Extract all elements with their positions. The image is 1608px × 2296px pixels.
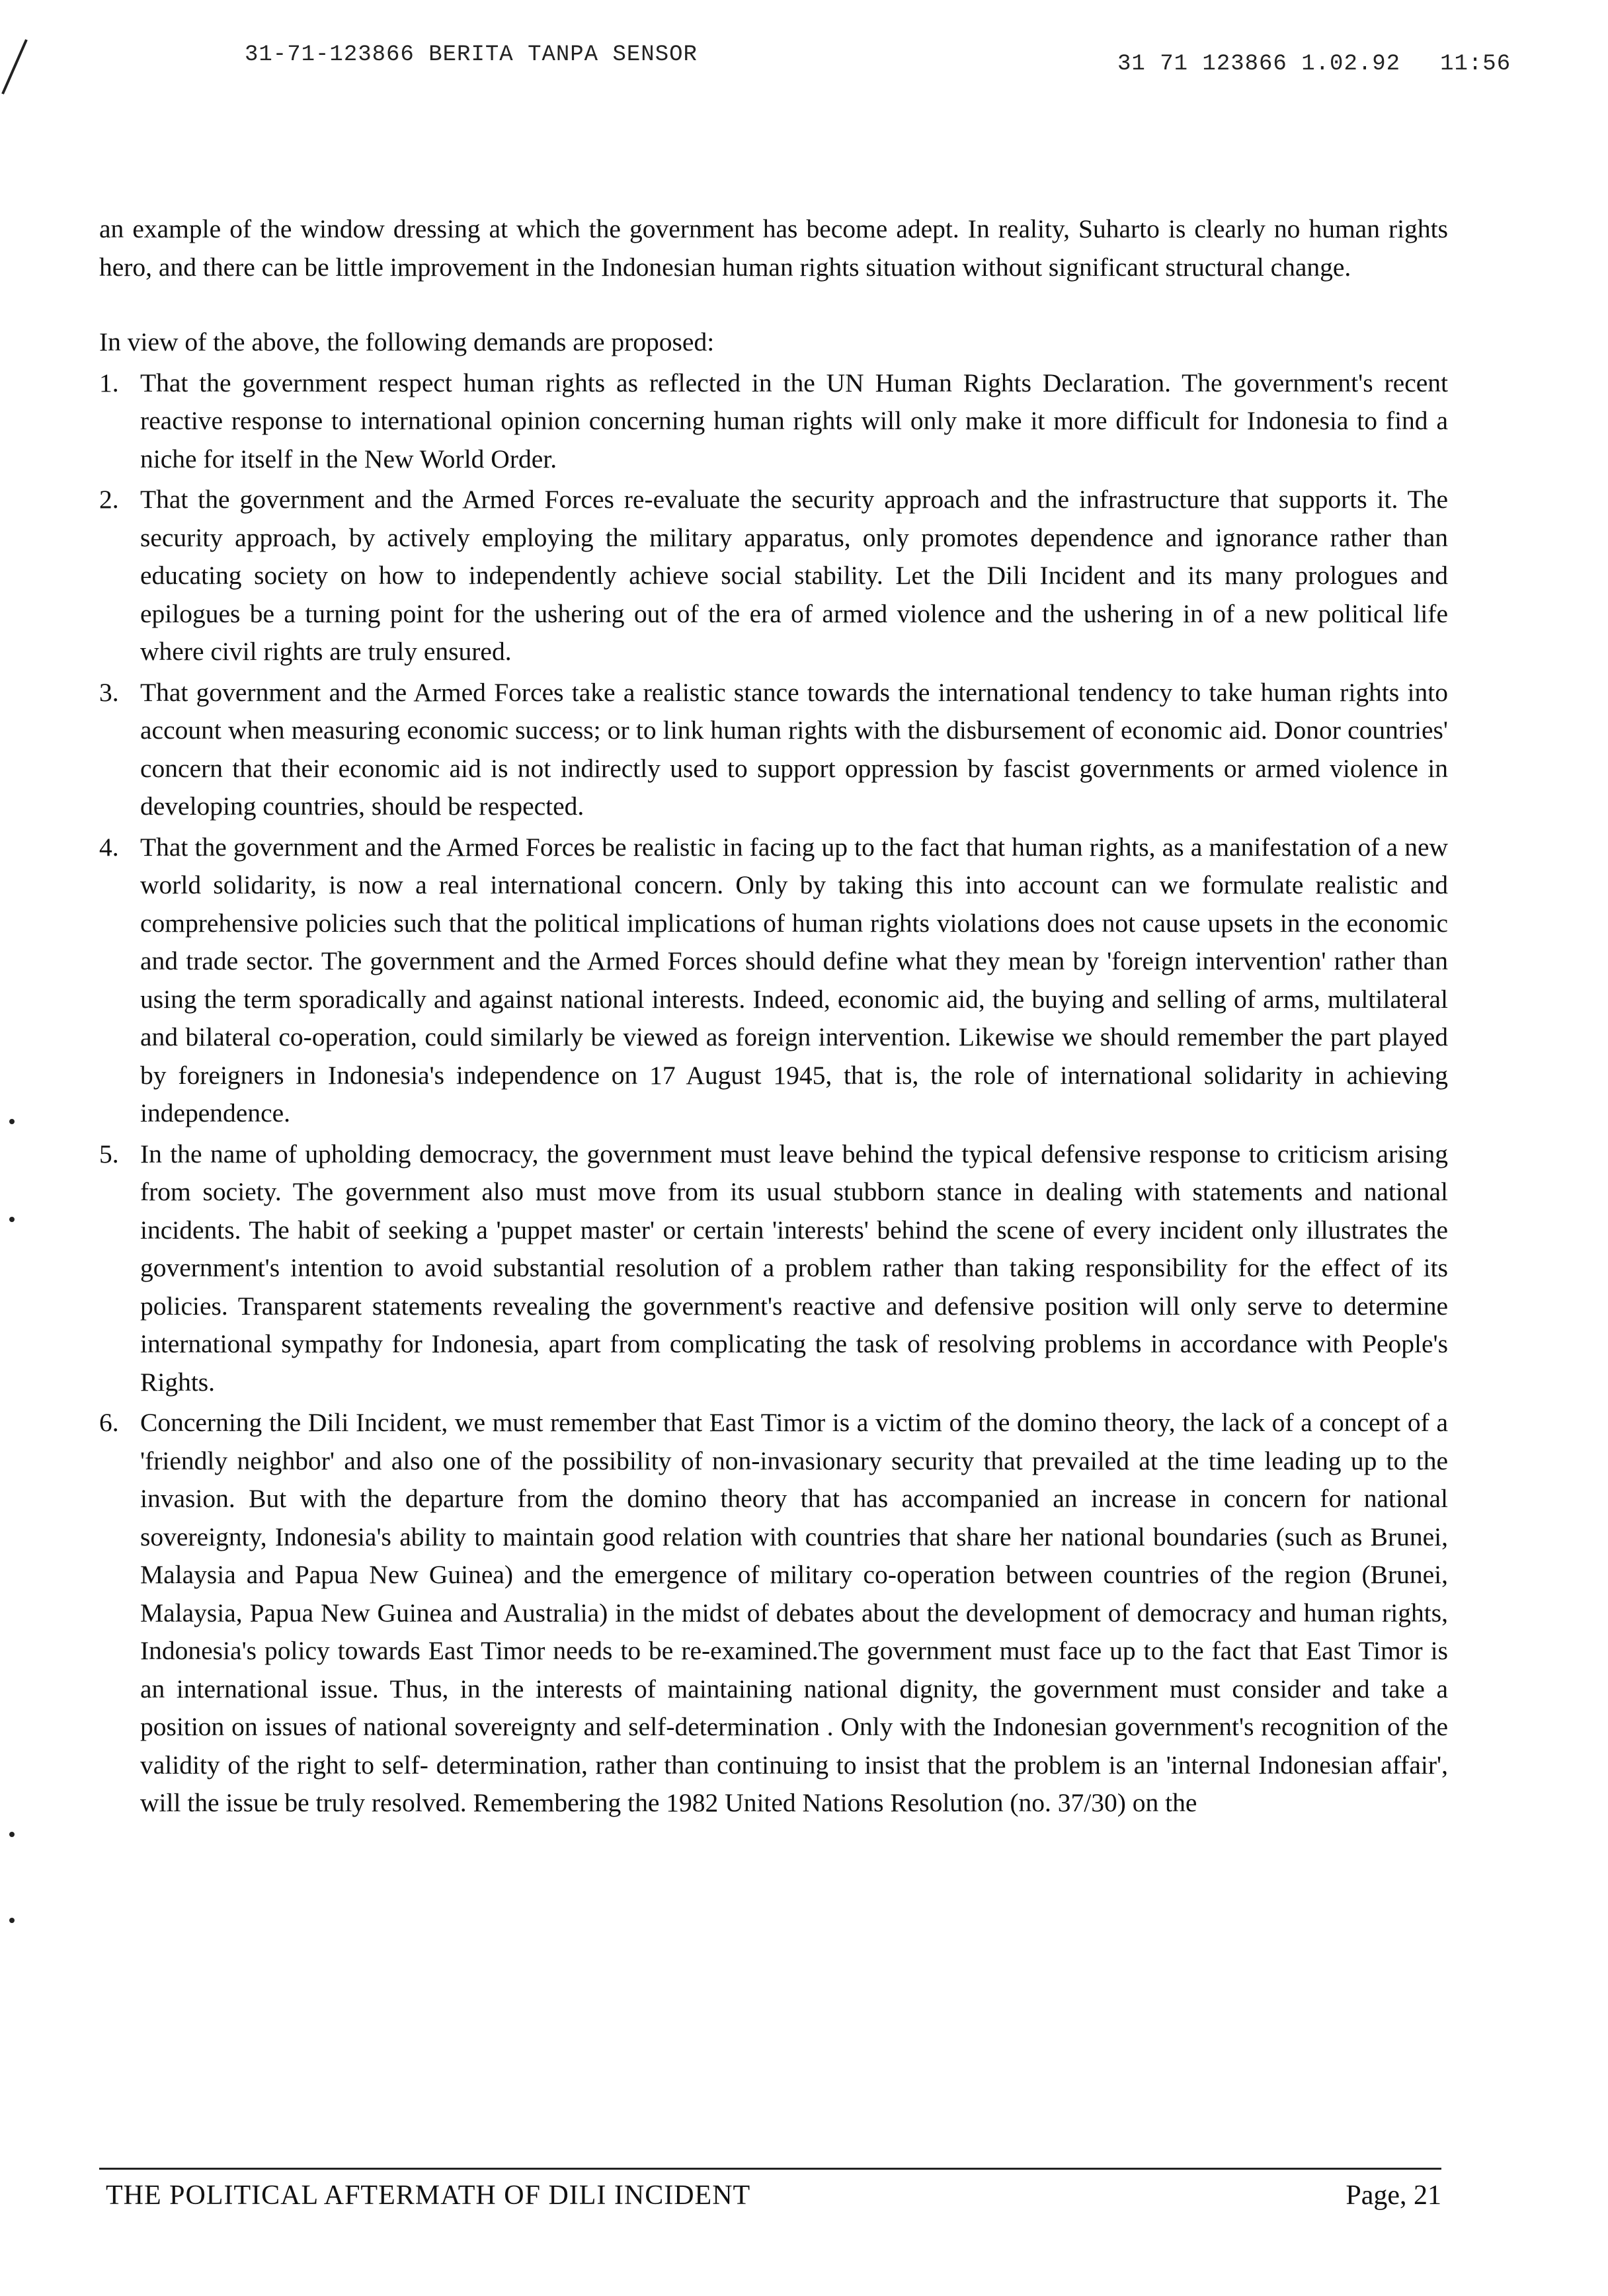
- list-item: [99, 1404, 1448, 1823]
- footer-divider: [99, 2168, 1441, 2170]
- list-item-number: 1.: [99, 368, 119, 397]
- list-item-text: That the government and the Armed Forces re-evaluate the security approach and the infrastructure that supports it. The security approach, by actively employing the military apparatus, only promotes dependence and ignorance rather than educating society on how to independently achieve social stability. Let the Dili Incident and its many prologues and epilogues be a turning point for the ushering out of the era of armed violence and the ushering in of a new political life where civil rights are truly ensured.: [140, 485, 1448, 666]
- footer-document-title: THE POLITICAL AFTERMATH OF DILI INCIDENT: [106, 2180, 751, 2211]
- scan-speck: [9, 1217, 15, 1222]
- scan-speck: [9, 1918, 15, 1923]
- document-body: [99, 210, 1448, 1825]
- fax-header-number-date: 31 71 123866 1.02.92: [1117, 52, 1401, 77]
- list-item-number: 2.: [99, 485, 119, 514]
- fax-header: [0, 38, 1608, 91]
- list-item: [99, 1135, 1448, 1402]
- list-item-number: 5.: [99, 1139, 119, 1168]
- footer-page-number: Page, 21: [1346, 2180, 1441, 2211]
- demands-lead-in: In view of the above, the following demands are proposed:: [99, 327, 715, 356]
- list-item: [99, 829, 1448, 1133]
- list-item-text: That the government and the Armed Forces be realistic in facing up to the fact that human rights, as a manifestation of a new world solidarity, is now a real international concern. Only by taking this into account can we formulate realistic and comprehensive policies such that the political implications of human rights violations does not cause upsets in the economic and trade sector. The government and the Armed Forces should define what they mean by 'foreign intervention' rather than using the term sporadically and against national interests. Indeed, economic aid, the buying and selling of arms, multilateral and bilateral co-operation, could similarly be viewed as foreign intervention. Likewise we should remember the part played by foreigners in Indonesia's independence on 17 August 1945, that is, the role of international solidarity in achieving independence.: [140, 832, 1448, 1128]
- intro-paragraph: an example of the window dressing at which the government has become adept. In reality, Suharto is clearly no human rights hero, and there can be little improvement in the Indonesian human rights situation without significant structural change.: [99, 214, 1448, 282]
- list-item: [99, 674, 1448, 826]
- scan-speck: [9, 1119, 15, 1124]
- list-item: [99, 364, 1448, 479]
- list-item-text: That the government respect human rights as reflected in the UN Human Rights Declaration. The government's recent reactive response to international opinion concerning human rights will only make it more difficult for Indonesia to find a niche for itself in the New World Order.: [140, 368, 1448, 473]
- list-item: [99, 481, 1448, 671]
- list-item-text: In the name of upholding democracy, the government must leave behind the typical defensive response to criticism arising from society. The government also must move from its usual stubborn stance in dealing with statements and national incidents. The habit of seeking a 'puppet master' or certain 'interests' behind the scene of every incident only illustrates the government's intention to avoid substantial resolution of a problem rather than taking responsibility for the effect of its policies. Transparent statements revealing the government's reactive and defensive position will only serve to determine international sympathy for Indonesia, apart from complicating the task of resolving problems in accordance with People's Rights.: [140, 1139, 1448, 1397]
- fax-header-transmission: [1117, 52, 1511, 77]
- list-item-text: Concerning the Dili Incident, we must remember that East Timor is a victim of the domino theory, the lack of a concept of a 'friendly neighbor' and also one of the possibility of non-invasionary security that prevailed at the time leading up to the invasion. But with the departure from the domino theory that has accompanied an increase in concern for national sovereignty, Indonesia's ability to maintain good relation with countries that share her national boundaries (such as Brunei, Malaysia and Papua New Guinea) and the emergence of military co-operation between countries of the region (Brunei, Malaysia, Papua New Guinea and Australia) in the midst of debates about the development of democracy and human rights, Indonesia's policy towards East Timor needs to be re-examined.The government must face up to the fact that East Timor is an international issue. Thus, in the interests of maintaining national dignity, the government must consider and take a position on issues of national sovereignty and self-determination . Only with the Indonesian government's recognition of the validity of the right to self- determination, rather than continuing to insist that the problem is an 'internal Indonesian affair', will the issue be truly resolved. Remembering the 1982 United Nations Resolution (no. 37/30) on the: [140, 1408, 1448, 1817]
- list-item-text: That government and the Armed Forces take a realistic stance towards the international tendency to take human rights into account when measuring economic success; or to link human rights with the disbursement of economic aid. Donor countries' concern that their economic aid is not indirectly used to support oppression by fascist governments or armed violence in developing countries, should be respected.: [140, 677, 1448, 821]
- fax-header-time: 11:56: [1440, 52, 1511, 77]
- demands-list: [99, 364, 1448, 1823]
- fax-header-sender: 31-71-123866 BERITA TANPA SENSOR: [245, 42, 698, 67]
- list-item-number: 4.: [99, 832, 119, 862]
- list-item-number: 3.: [99, 677, 119, 707]
- scan-speck: [9, 1832, 15, 1837]
- list-item-number: 6.: [99, 1408, 119, 1437]
